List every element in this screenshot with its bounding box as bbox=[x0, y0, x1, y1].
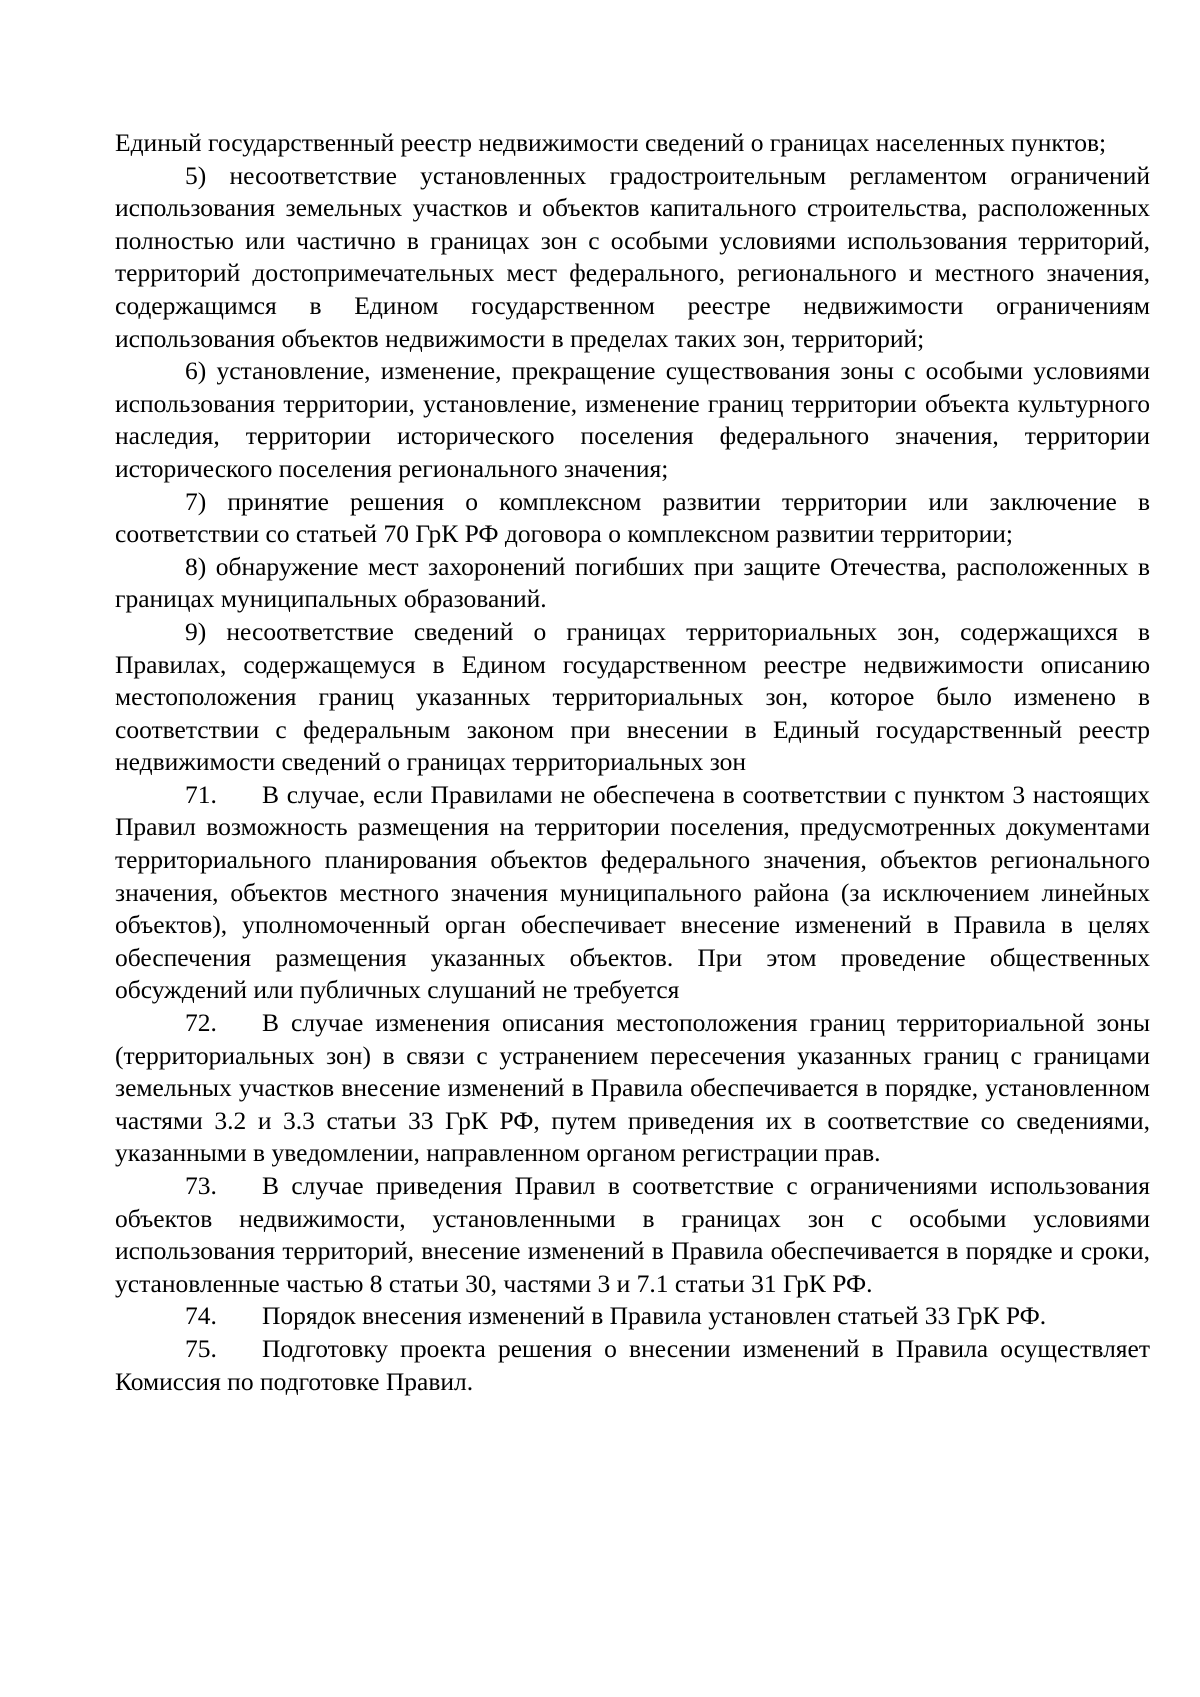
paragraph-75 bbox=[115, 1333, 1150, 1398]
paragraph-item-6 bbox=[115, 355, 1150, 485]
paragraph-number: 71. bbox=[185, 779, 217, 809]
paragraph-text: 5) несоответствие установленных градостроительным регламентом ограничений использования земельных участков и объектов капитального строительства, расположенных полностью или частично в границах зон с особыми условиями использования территорий, территорий достопримечательных мест федерального, регионального и местного значения, содержащимся в Едином государственном реестре недвижимости ограничениям использования объектов недвижимости в пределах таких зон, территорий; bbox=[115, 160, 1150, 353]
paragraph-text: В случае, если Правилами не обеспечена в соответствии с пунктом 3 настоящих Правил возможность размещения на территории поселения, предусмотренных документами территориального планирования объектов федерального значения, объектов регионального значения, объектов местного значения муниципального района (за исключением линейных объектов), уполномоченный орган обеспечивает внесение изменений в Правила в целях обеспечения размещения указанных объектов. При этом проведение общественных обсуждений или публичных слушаний не требуется bbox=[115, 779, 1150, 1005]
paragraph-item-8 bbox=[115, 551, 1150, 616]
paragraph-text: 6) установление, изменение, прекращение существования зоны с особыми условиями использования территории, установление, изменение границ территории объекта культурного наследия, территории исторического поселения федерального значения, территории исторического поселения регионального значения; bbox=[115, 356, 1150, 483]
paragraph-number: 72. bbox=[185, 1008, 217, 1038]
document-page bbox=[115, 127, 1150, 1398]
paragraph-continuation bbox=[115, 127, 1150, 160]
paragraph-number: 73. bbox=[185, 1171, 217, 1200]
paragraph-text: 9) несоответствие сведений о границах территориальных зон, содержащихся в Правилах, содержащемуся в Едином государственном реестре недвижимости описанию местоположения границ указанных территориальных зон, которое было изменено в соответствии с федеральным законом при внесении в Единый государственный реестр недвижимости сведений о границах территориальных зон bbox=[115, 616, 1150, 777]
paragraph-71 bbox=[115, 779, 1150, 1007]
paragraph-text: Порядок внесения изменений в Правила установлен статьей 33 ГрК РФ. bbox=[262, 1301, 1047, 1331]
paragraph-number: 75. bbox=[185, 1333, 217, 1363]
paragraph-text: Единый государственный реестр недвижимости сведений о границах населенных пунктов; bbox=[115, 128, 1107, 157]
paragraph-item-5 bbox=[115, 160, 1150, 356]
paragraph-text: В случае приведения Правил в соответствие с ограничениями использования объектов недвижимости, установленными в границах зон с особыми условиями использования территорий, внесение изменений в Правила обеспечивается в порядке и сроки, установленные частью 8 статьи 30, частями 3 и 7.1 статьи 31 ГрК РФ. bbox=[115, 1171, 1150, 1298]
paragraph-item-9 bbox=[115, 616, 1150, 779]
paragraph-73 bbox=[115, 1170, 1150, 1300]
paragraph-text: Подготовку проекта решения о внесении изменений в Правила осуществляет Комиссия по подготовке Правил. bbox=[115, 1333, 1150, 1396]
paragraph-text: 7) принятие решения о комплексном развитии территории или заключение в соответствии со статьей 70 ГрК РФ договора о комплексном развитии территории; bbox=[115, 486, 1150, 549]
paragraph-text: 8) обнаружение мест захоронений погибших при защите Отечества, расположенных в границах муниципальных образований. bbox=[115, 551, 1150, 614]
paragraph-text: В случае изменения описания местоположения границ территориальной зоны (территориальных зон) в связи с устранением пересечения указанных границ с границами земельных участков внесение изменений в Правила обеспечивается в порядке, установленном частями 3.2 и 3.3 статьи 33 ГрК РФ, путем приведения их в соответствие со сведениями, указанными в уведомлении, направленном органом регистрации прав. bbox=[115, 1008, 1150, 1168]
paragraph-number: 74. bbox=[185, 1301, 217, 1331]
paragraph-72 bbox=[115, 1007, 1150, 1170]
paragraph-item-7 bbox=[115, 486, 1150, 551]
paragraph-74 bbox=[115, 1300, 1150, 1333]
